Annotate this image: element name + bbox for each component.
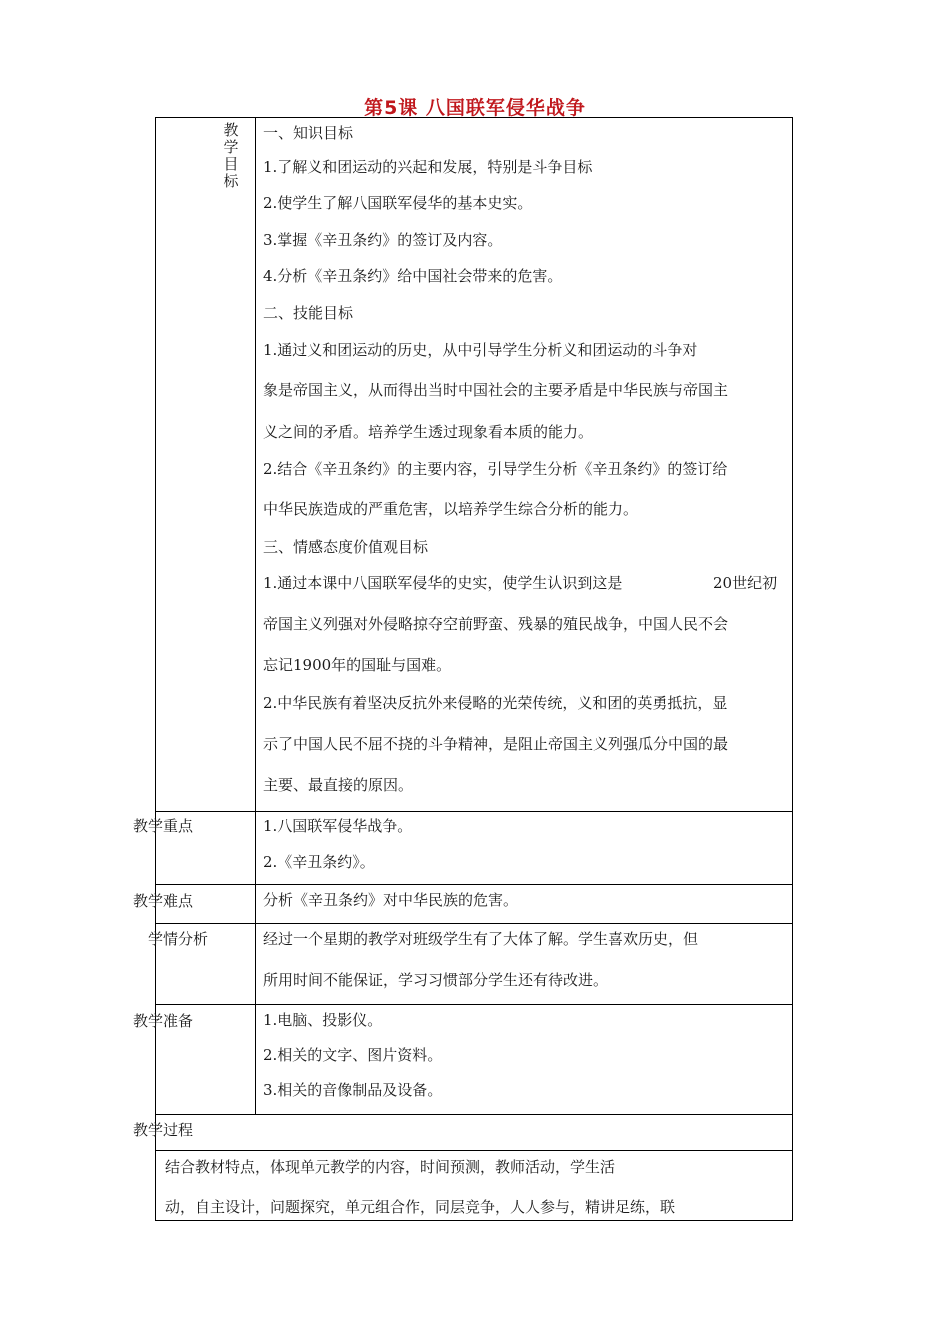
objectives-line: 2.结合《辛丑条约》的主要内容，引导学生分析《辛丑条约》的签订给	[263, 460, 728, 478]
objectives-line: 忘记1900年的国耻与国难。	[263, 656, 452, 674]
row-divider	[155, 884, 793, 885]
objectives-line: 3.掌握《辛丑条约》的签订及内容。	[263, 231, 503, 249]
objectives-line: 二、技能目标	[263, 304, 354, 322]
analysis-label: 学情分析	[148, 930, 209, 948]
objectives-line: 帝国主义列强对外侵略掠夺空前野蛮、残暴的殖民战争，中国人民不会	[263, 615, 729, 633]
objectives-line: 20世纪初	[713, 574, 778, 592]
row-divider	[155, 923, 793, 924]
analysis-line: 经过一个星期的教学对班级学生有了大体了解。学生喜欢历史，但	[263, 930, 699, 948]
row-divider	[155, 1004, 793, 1005]
objectives-line: 1.了解义和团运动的兴起和发展，特别是斗争目标	[263, 158, 593, 176]
preparation-line: 1.电脑、投影仪。	[263, 1011, 383, 1029]
objectives-line: 主要、最直接的原因。	[263, 776, 414, 794]
objectives-line: 1.通过义和团运动的历史，从中引导学生分析义和团运动的斗争对	[263, 341, 698, 359]
objectives-line: 义之间的矛盾。培养学生透过现象看本质的能力。	[263, 423, 594, 441]
objectives-line: 象是帝国主义，从而得出当时中国社会的主要矛盾是中华民族与帝国主	[263, 381, 729, 399]
preparation-line: 2.相关的文字、图片资料。	[263, 1046, 443, 1064]
objectives-line: 1.通过本课中八国联军侵华的史实，使学生认识到这是	[263, 574, 623, 592]
objectives-line: 2.中华民族有着坚决反抗外来侵略的光荣传统，义和团的英勇抵抗，显	[263, 694, 728, 712]
page-title: 第5课 八国联军侵华战争	[364, 97, 586, 119]
key-points-label: 教学重点	[133, 817, 194, 835]
preparation-label: 教学准备	[133, 1012, 194, 1030]
difficulty-label: 教学难点	[133, 892, 194, 910]
process-line: 动，自主设计，问题探究，单元组合作，同层竞争，人人参与，精讲足练，联	[165, 1198, 676, 1216]
row-divider	[155, 1150, 793, 1151]
analysis-line: 所用时间不能保证，学习习惯部分学生还有待改进。	[263, 971, 609, 989]
row-divider	[155, 811, 793, 812]
objectives-line: 一、知识目标	[263, 124, 354, 142]
key-points-line: 1.八国联军侵华战争。	[263, 817, 413, 835]
process-label: 教学过程	[133, 1121, 194, 1139]
column-divider	[255, 117, 256, 1114]
objectives-line: 示了中国人民不屈不挠的斗争精神，是阻止帝国主义列强瓜分中国的最	[263, 735, 729, 753]
objectives-line: 三、情感态度价值观目标	[263, 538, 429, 556]
objectives-line: 2.使学生了解八国联军侵华的基本史实。	[263, 194, 533, 212]
process-line: 结合教材特点，体现单元教学的内容，时间预测，教师活动，学生活	[165, 1158, 616, 1176]
difficulty-line: 分析《辛丑条约》对中华民族的危害。	[263, 891, 519, 909]
objectives-line: 4.分析《辛丑条约》给中国社会带来的危害。	[263, 267, 563, 285]
preparation-line: 3.相关的音像制品及设备。	[263, 1081, 443, 1099]
objectives-label: 教学目标	[223, 121, 239, 190]
objectives-line: 中华民族造成的严重危害，以培养学生综合分析的能力。	[263, 500, 639, 518]
key-points-line: 2.《辛丑条约》。	[263, 853, 375, 871]
row-divider	[155, 1114, 793, 1115]
